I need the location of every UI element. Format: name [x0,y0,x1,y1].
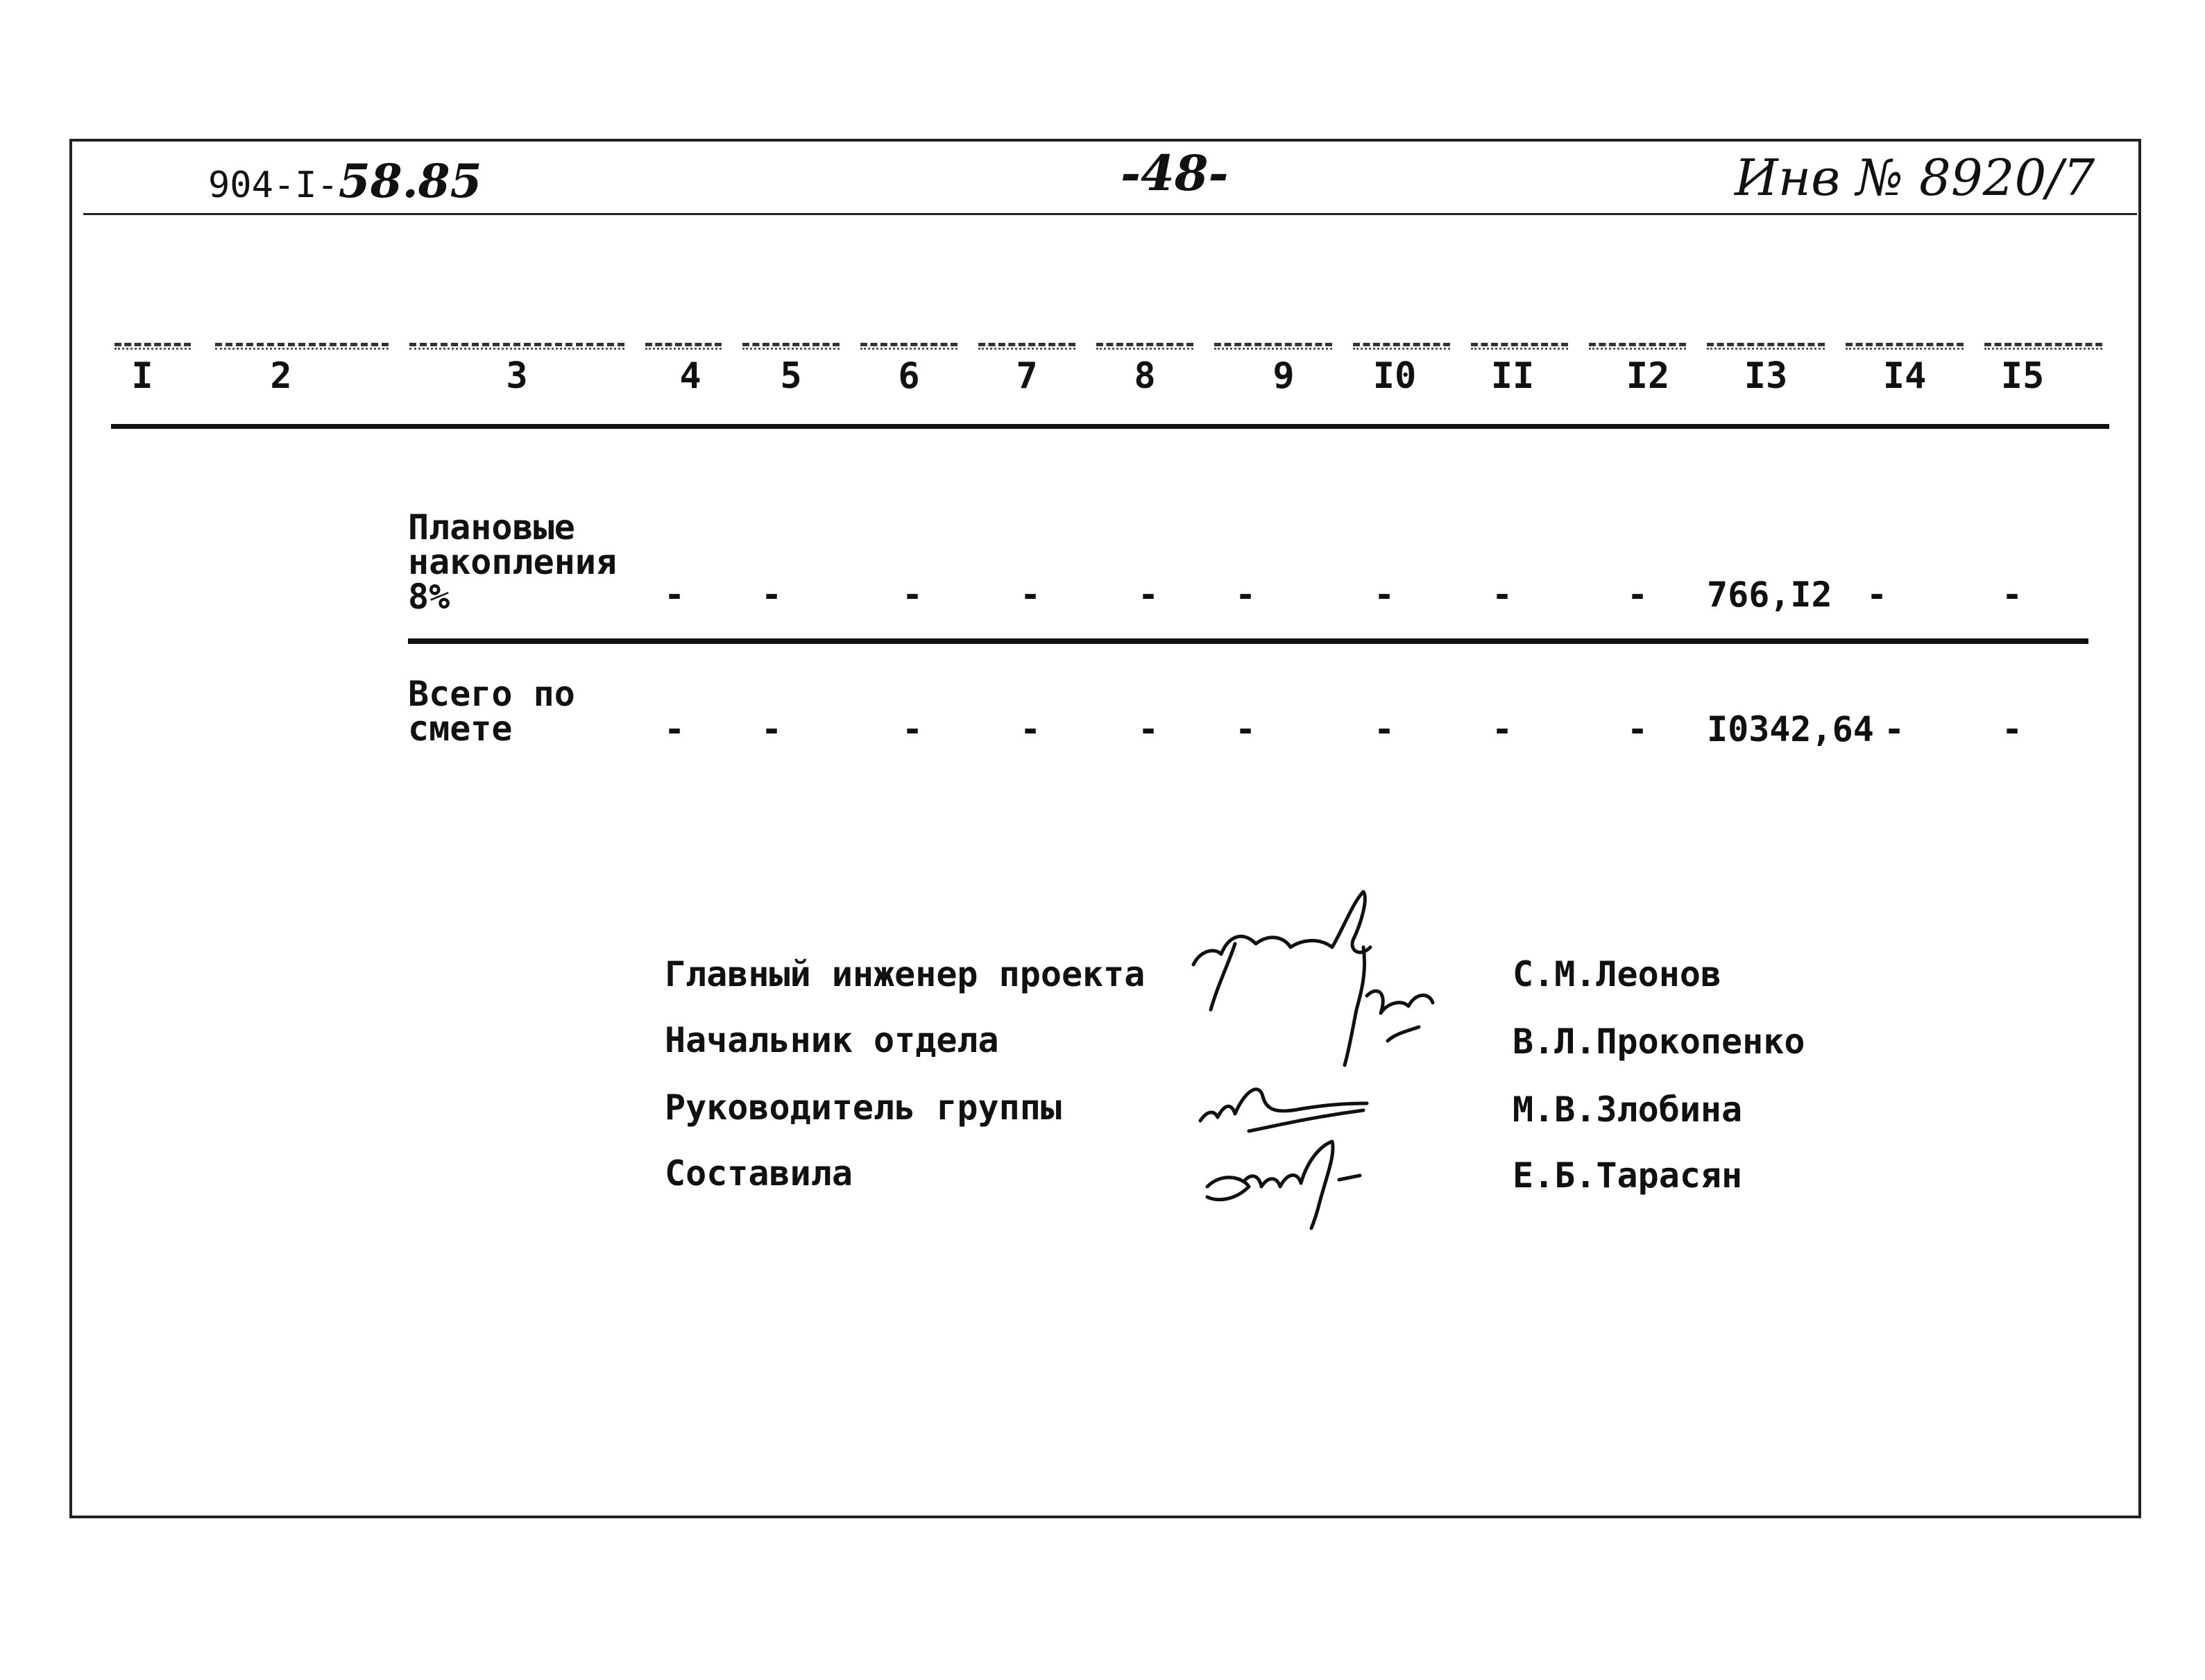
column-header-strip [860,343,957,350]
table-cell: - [901,575,923,615]
column-number: I2 [1626,355,1670,397]
table-cell: - [2001,575,2023,615]
signatory-name: В.Л.Прокопенко [1513,1021,1805,1062]
column-header-strip [114,343,191,350]
column-header-strip [409,343,624,350]
table-header-rule [111,424,2109,429]
signatory-title: Руководитель группы [665,1087,1062,1128]
column-header-strip [645,343,722,350]
table-cell: - [1234,575,1257,615]
signature-zlobina [1200,1089,1367,1131]
table-cell: - [760,709,783,749]
table-cell: - [1883,709,1905,749]
column-number: I [131,355,153,397]
table-cell: - [1866,575,1888,615]
table-cell: - [1019,709,1041,749]
table-cell: - [1491,575,1513,615]
column-number: 7 [1016,355,1038,397]
column-number: 5 [780,355,802,397]
row-separator [408,638,2088,644]
table-cell: - [663,709,686,749]
signatory-name: Е.Б.Тарасян [1513,1155,1743,1196]
column-number: 6 [898,355,920,397]
table-cell: - [663,575,686,615]
signatory-title: Начальник отдела [665,1020,999,1060]
table-cell: - [760,575,783,615]
column-number: 4 [679,355,701,397]
column-number: 3 [506,355,528,397]
handwritten-signatures [1180,881,1513,1228]
table-cell: - [1626,709,1649,749]
table-cell: - [1373,575,1395,615]
signatory-name: М.В.Злобина [1513,1089,1743,1130]
column-number: I0 [1372,355,1417,397]
column-header-strip [1353,343,1450,350]
signature-prokopenko [1345,947,1433,1065]
column-header-strip [1707,343,1825,350]
column-header-strip [978,343,1075,350]
column-number: 2 [270,355,292,397]
table-cell: - [1019,575,1041,615]
page-number: -48- [1121,144,1229,202]
row-label: Всего по смете [408,674,575,749]
table-cell: - [1491,709,1513,749]
table-cell: - [1137,575,1159,615]
table-cell: - [1373,709,1395,749]
signatory-name: С.М.Леонов [1513,954,1722,994]
signatory-title: Составила [665,1153,853,1194]
column-number: II [1490,355,1535,397]
table-cell-total: I0342,64 [1707,709,1874,749]
column-number: I3 [1744,355,1788,397]
column-number: I5 [2000,355,2045,397]
table-cell: - [1234,709,1257,749]
table-cell: - [1626,575,1649,615]
inventory-number: Инв № 8920/7 [1735,149,2095,207]
table-cell: - [2001,709,2023,749]
column-number: 9 [1272,355,1295,397]
signatory-title: Главный инженер проекта [665,954,1146,994]
column-number: I4 [1882,355,1927,397]
table-cell-total: 766,I2 [1707,575,1832,615]
column-header-strip [215,343,389,350]
table-cell: - [901,709,923,749]
header-rule [83,213,2137,215]
column-header-strip [1984,343,2102,350]
row-label: Плановые накопления 8% [408,507,618,617]
column-header-strip [1096,343,1193,350]
column-header-strip [1846,343,1964,350]
column-number: 8 [1134,355,1156,397]
document-code-handwritten: 58.85 [338,154,482,208]
signature-leonov [1193,892,1370,965]
document-code [208,154,482,208]
table-cell: - [1137,709,1159,749]
document-code-printed: 904-I- [208,164,339,206]
column-header-strip [1589,343,1686,350]
column-header-strip [1471,343,1568,350]
column-header-strip [1214,343,1332,350]
column-header-strip [742,343,840,350]
signature-tarasyan [1207,1142,1360,1228]
